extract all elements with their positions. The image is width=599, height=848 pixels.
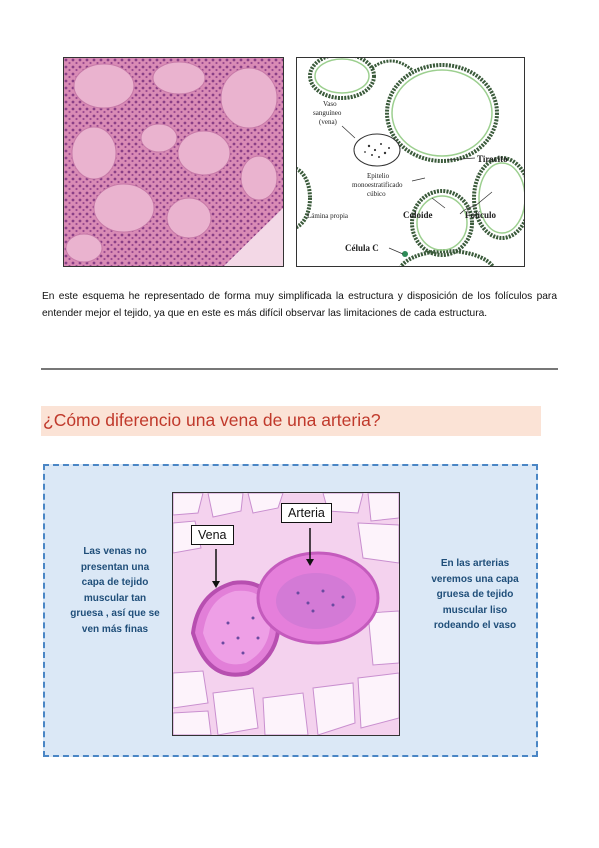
label-epitelio-1: Epitelio <box>367 172 390 180</box>
label-vaso-2: sanguíneo <box>313 109 342 117</box>
label-tirocito: Tirocito <box>477 154 508 164</box>
vessel-histology-image <box>172 492 400 736</box>
label-coloide: Coloide <box>403 210 433 220</box>
callout-vena: Vena <box>191 525 234 545</box>
label-celula-c: Célula C <box>345 243 379 253</box>
section-heading: ¿Cómo diferencio una vena de una arteria? <box>43 410 381 430</box>
label-lamina-propia: Lámina propia <box>307 212 349 220</box>
label-foliculo: Folículo <box>465 210 496 220</box>
label-vaso-1: Vaso <box>323 100 337 108</box>
artery-description: En las arterias veremos una capa gruesa de tejido muscular liso rodeando el vaso <box>431 558 519 632</box>
explanation-paragraph: En este esquema he representado de forma muy simplificada la estructura y disposición de los folículos para entender mejor el tejido, ya que en este es más difícil observar las limitaciones de cada estructura. <box>42 291 557 319</box>
label-vaso-3: (vena) <box>319 118 337 126</box>
label-epitelio-3: cúbico <box>367 190 386 198</box>
label-epitelio-2: monoestratificado <box>352 181 403 189</box>
divider <box>41 368 558 370</box>
vein-description: Las venas no presentan una capa de tejido muscular tan gruesa , así que se ven más finas <box>70 546 160 635</box>
thyroid-histology-image <box>63 57 284 267</box>
callout-arteria: Arteria <box>281 503 332 523</box>
follicle-diagram <box>296 57 525 267</box>
